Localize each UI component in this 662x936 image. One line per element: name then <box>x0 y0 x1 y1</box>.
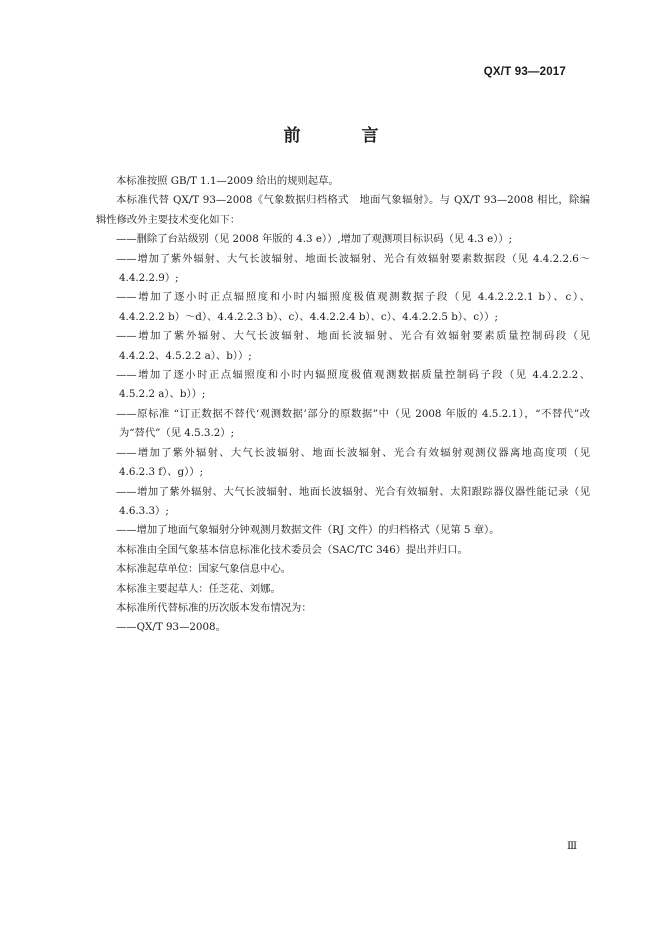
standard-code-header: QX/T 93—2017 <box>483 66 566 78</box>
change-item-8: ——增加了紫外辐射、大气长波辐射、地面长波辐射、光合有效辐射、太阳跟踪器仪器性能记录（见 <box>116 485 590 498</box>
paragraph-replaces-cont: 辑性修改外主要技术变化如下： <box>96 213 241 226</box>
foreword-body <box>96 172 590 638</box>
change-item-3: ——增加了逐小时正点辐照度和小时内辐照度极值观测数据子段（见 4.4.2.2.2.1 b）、c）、 <box>116 291 590 304</box>
change-item-2: ——增加了紫外辐射、大气长波辐射、地面长波辐射、光合有效辐射要素数据段（见 4.4.2.2.6～ <box>116 252 590 265</box>
change-item-5: ——增加了逐小时正点辐照度和小时内辐照度极值观测数据质量控制码子段（见 4.4.2.2.2、 <box>116 369 590 382</box>
change-item-7: ——增加了紫外辐射、大气长波辐射、地面长波辐射、光合有效辐射观测仪器离地高度项（见 <box>116 446 590 459</box>
change-item-6: ——原标准 “订正数据不替代‘观测数据’部分的原数据”中（见 2008 年版的 4.5.2.1），“不替代”改 <box>116 407 590 420</box>
change-item-7-cont: 4.6.2.3 f）、g））; <box>119 466 204 479</box>
change-item-5-cont: 4.5.2.2 a）、b））; <box>119 388 206 401</box>
paragraph-drafting-rules: 本标准按照 GB/T 1.1—2009 给出的规则起草。 <box>116 175 339 187</box>
paragraph-drafting-unit: 本标准起草单位：国家气象信息中心。 <box>116 563 292 576</box>
change-item-9: ——增加了地面气象辐射分钟观测月数据文件（RJ 文件）的归档格式（见第 5 章）。 <box>116 524 500 537</box>
change-item-1: ——删除了台站级别（见 2008 年版的 4.3 e））,增加了观测项目标识码（见 4.3 e））; <box>116 233 513 246</box>
history-item-1: ——QX/T 93—2008。 <box>116 621 226 634</box>
change-item-8-cont: 4.6.3.3）; <box>119 504 169 517</box>
paragraph-history-intro: 本标准所代替标准的历次版本发布情况为： <box>116 601 312 614</box>
change-item-6-cont: 为“替代”（见 4.5.3.2）; <box>119 427 235 440</box>
change-item-3-cont: 4.4.2.2.2 b）～d）、4.4.2.2.3 b）、c）、4.4.2.2.4 b）、c）、4.4.2.2.5 b）、c））; <box>119 310 498 323</box>
paragraph-proposed-by: 本标准由全国气象基本信息标准化技术委员会（SAC/TC 346）提出并归口。 <box>116 543 468 556</box>
page-number: Ⅲ <box>567 840 578 852</box>
change-item-4-cont: 4.4.2.2、4.5.2.2 a）、b））; <box>119 349 252 362</box>
paragraph-drafters: 本标准主要起草人：任芝花、刘娜。 <box>116 582 281 595</box>
document-title: 前 言 <box>283 126 401 146</box>
change-item-4: ——增加了紫外辐射、大气长波辐射、地面长波辐射、光合有效辐射要素质量控制码段（见 <box>116 330 590 343</box>
paragraph-replaces: 本标准代替 QX/T 93—2008《气象数据归档格式 地面气象辐射》。与 QX/T 93—2008 相比，除编 <box>116 194 590 207</box>
change-item-2-cont: 4.4.2.2.9）; <box>119 272 179 285</box>
